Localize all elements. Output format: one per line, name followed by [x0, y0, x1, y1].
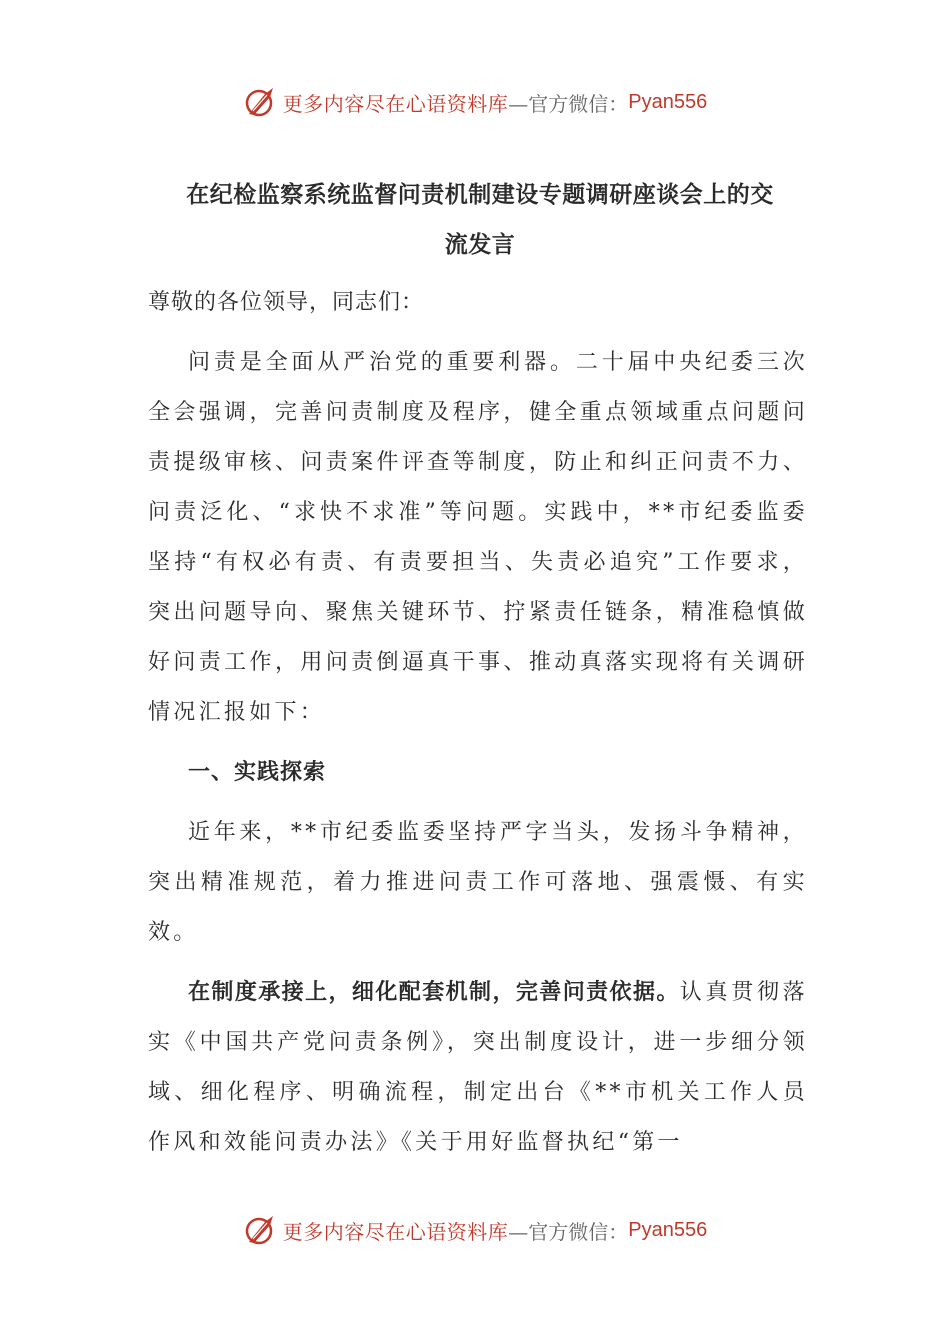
- paragraph-practice: 近年来，**市纪委监委坚持严字当头，发扬斗争精神，突出精准规范，着力推进问责工作可落地、强震慑、有实效。: [148, 820, 808, 945]
- title-line-1: 在纪检监察系统监督问责机制建设专题调研座谈会上的交: [186, 182, 774, 208]
- paragraph-intro: 问责是全面从严治党的重要利器。二十届中央纪委三次全会强调，完善问责制度及程序，健全重点领域重点问题问责提级审核、问责案件评查等制度，防止和纠正问责不力、问责泛化、“求快不求准”等问题。实践中，**市纪委监委坚持“有权必有责、有责要担当、失责必追究”工作要求，突出问题导向、聚焦关键环节、拧紧责任链条，精准稳慎做好问责工作，用问责倒逼真干事、推动真落实现将有关调研情况汇报如下：: [148, 350, 808, 725]
- header-banner: [0, 82, 950, 122]
- paragraph-system: [148, 968, 808, 1168]
- banner-contact-label: —官方微信：: [508, 1219, 629, 1244]
- banner-wechat-id: Pyan556: [628, 90, 708, 113]
- section-heading-1: 一、实践探索: [188, 760, 327, 785]
- title-line-2: 流发言: [444, 232, 516, 258]
- paragraph-lead: 在制度承接上，细化配套机制，完善问责依据。: [188, 980, 680, 1005]
- footer-banner: [0, 1210, 950, 1250]
- banner-wechat-id: Pyan556: [628, 1218, 708, 1241]
- banner-text: 更多内容尽在心语资料库: [282, 91, 509, 116]
- document-title: [148, 170, 812, 270]
- pen-logo-icon: [243, 1212, 279, 1248]
- paragraph-body: 认真贯彻落实《中国共产党问责条例》，突出制度设计，进一步细分领域、细化程序、明确流程，制定出台《**市机关工作人员作风和效能问责办法》《关于用好监督执纪“第一: [148, 980, 808, 1155]
- document-body: [148, 170, 808, 1168]
- salutation: 尊敬的各位领导，同志们：: [148, 290, 425, 315]
- pen-logo-icon: [243, 84, 279, 120]
- banner-contact-label: —官方微信：: [508, 91, 629, 116]
- banner-text: 更多内容尽在心语资料库: [282, 1219, 509, 1244]
